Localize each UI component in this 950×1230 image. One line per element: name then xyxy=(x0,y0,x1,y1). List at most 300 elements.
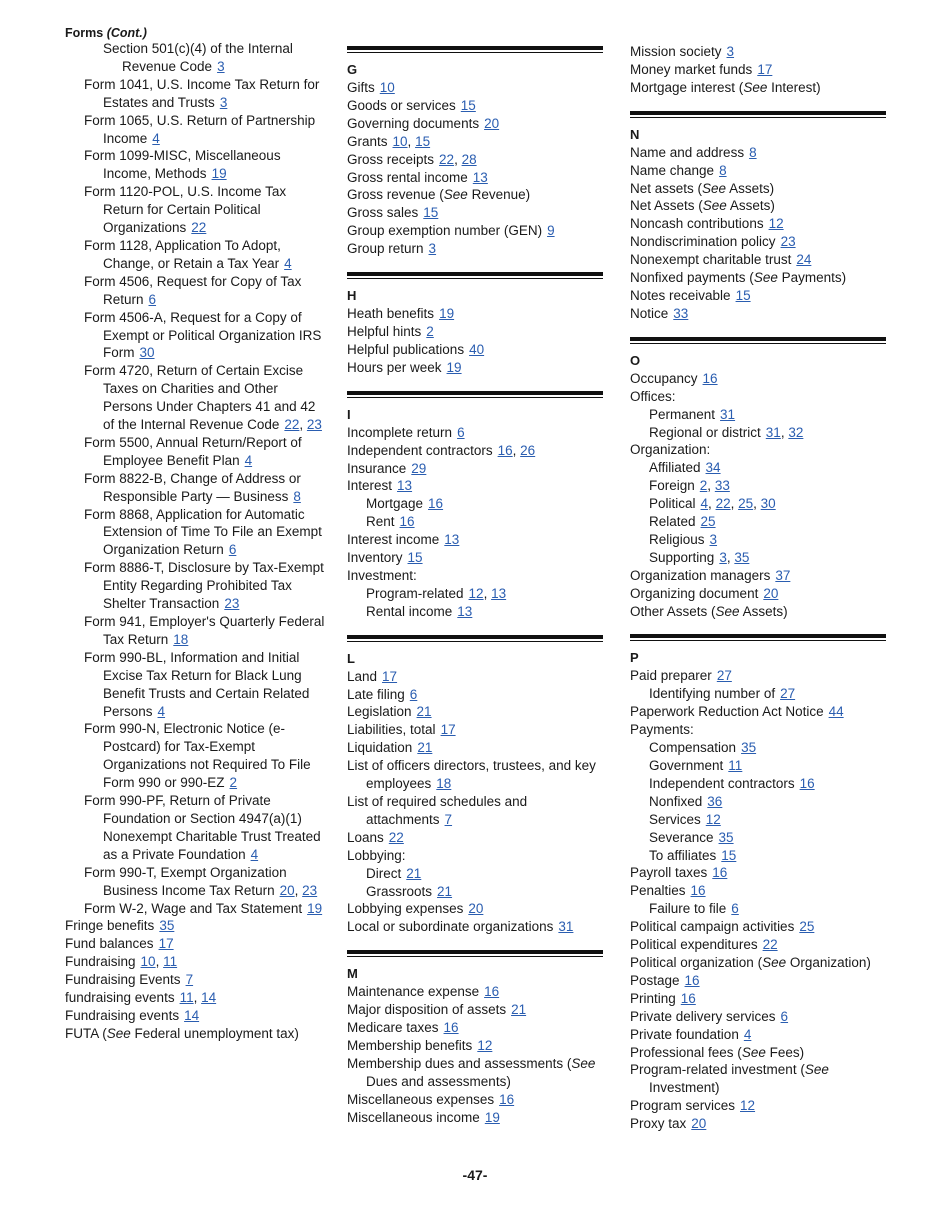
entry-term: Notes receivable xyxy=(630,287,731,303)
page-link[interactable]: 19 xyxy=(307,900,323,916)
page-link[interactable]: 20 xyxy=(691,1116,707,1132)
entry-term: Group exemption number (GEN) xyxy=(347,223,543,239)
page-link[interactable]: 20 xyxy=(484,115,500,131)
page-link[interactable]: 19 xyxy=(484,1109,500,1125)
page-link[interactable]: 3 xyxy=(709,531,718,547)
page-link[interactable]: 35 xyxy=(159,918,175,934)
entry-term: Severance xyxy=(649,829,714,845)
entry-term: Regional or district xyxy=(649,424,761,440)
entry-term: Political organization ( xyxy=(630,954,763,970)
section-divider xyxy=(347,391,603,398)
page-link[interactable]: 34 xyxy=(705,460,721,476)
entry-term: Postage xyxy=(630,972,680,988)
entry-term: Government xyxy=(649,758,724,773)
page-link[interactable]: 4 xyxy=(157,703,166,719)
page-separator: , xyxy=(780,424,789,440)
page-link[interactable]: 15 xyxy=(721,847,737,863)
entry-term: Offices: xyxy=(630,388,676,404)
index-entry xyxy=(347,305,603,323)
page-separator: , xyxy=(708,496,716,512)
page-link[interactable]: 11 xyxy=(728,758,743,773)
page-link[interactable]: 22 xyxy=(762,937,778,953)
entry-term: Gross receipts xyxy=(347,151,435,167)
index-entry xyxy=(347,793,603,829)
entry-term: Form 990-BL, Information and Initial Excise Tax Return for Black Lung Benefit Trusts and Certain Related Persons xyxy=(84,649,310,719)
page-link[interactable]: 16 xyxy=(702,370,718,386)
page-link[interactable]: 16 xyxy=(428,496,444,512)
page-link[interactable]: 13 xyxy=(457,603,473,619)
entry-term: Nonfixed xyxy=(649,793,703,809)
index-list xyxy=(630,43,886,97)
page-link[interactable]: 11 xyxy=(179,990,194,1006)
page-link[interactable]: 37 xyxy=(775,567,791,583)
page-link[interactable]: 4 xyxy=(152,130,160,146)
index-entry xyxy=(347,1037,603,1055)
see-reference: See xyxy=(715,603,740,619)
entry-term: Failure to file xyxy=(649,901,727,917)
header-cont: (Cont.) xyxy=(106,26,147,40)
index-entry xyxy=(630,477,886,495)
page-link[interactable]: 4 xyxy=(250,846,259,862)
page-separator: , xyxy=(726,549,735,565)
page-link[interactable]: 19 xyxy=(439,306,455,322)
page-link[interactable]: 22 xyxy=(715,496,731,512)
index-entry xyxy=(65,40,327,76)
see-reference: See xyxy=(106,1025,131,1041)
page-link[interactable]: 6 xyxy=(457,424,465,440)
entry-term: Interest xyxy=(347,478,393,494)
entry-term: Grassroots xyxy=(366,883,433,899)
letter-section-m xyxy=(347,950,603,1126)
index-entry xyxy=(630,406,886,424)
entry-term: Miscellaneous income xyxy=(347,1109,480,1125)
page-link[interactable]: 10 xyxy=(392,133,408,149)
entry-term: Net assets ( xyxy=(630,180,703,196)
entry-term: fundraising events xyxy=(65,990,175,1006)
page-link[interactable]: 4 xyxy=(743,1026,752,1042)
page-link[interactable]: 8 xyxy=(749,144,757,160)
page-link[interactable]: 25 xyxy=(799,919,815,935)
page-link[interactable]: 2 xyxy=(229,775,238,791)
index-entry xyxy=(65,147,327,183)
entry-term: Fringe benefits xyxy=(65,918,155,934)
index-entry xyxy=(347,240,603,258)
page-link[interactable]: 14 xyxy=(184,1007,200,1023)
page-link[interactable]: 26 xyxy=(520,442,536,458)
page-link[interactable]: 19 xyxy=(211,166,227,182)
index-entry xyxy=(65,309,327,363)
index-entry xyxy=(347,359,603,377)
index-entry xyxy=(630,603,886,621)
page-link[interactable]: 20 xyxy=(468,901,484,917)
page-link[interactable]: 20 xyxy=(279,882,295,898)
index-entry xyxy=(630,757,886,775)
entry-term: Form 990-T, Exempt Organization Business Income Tax Return xyxy=(84,864,287,898)
entry-term: Program-related xyxy=(366,585,464,601)
page-link[interactable]: 27 xyxy=(780,686,796,702)
page-link[interactable]: 40 xyxy=(469,341,485,357)
page-link[interactable]: 23 xyxy=(306,417,322,433)
entry-term: Land xyxy=(347,668,378,684)
entry-term: Form 1128, Application To Adopt, Change, or Retain a Tax Year xyxy=(84,237,281,271)
index-entry xyxy=(630,251,886,269)
page-link[interactable]: 12 xyxy=(477,1037,493,1053)
page-link[interactable]: 6 xyxy=(409,686,418,702)
page-link[interactable]: 23 xyxy=(224,596,240,612)
section-divider xyxy=(630,111,886,118)
index-entry xyxy=(630,1115,886,1133)
index-entry xyxy=(347,1109,603,1127)
page-link[interactable]: 16 xyxy=(684,972,700,988)
page-link[interactable]: 29 xyxy=(411,460,427,476)
page-link[interactable]: 25 xyxy=(700,514,716,530)
page-link[interactable]: 17 xyxy=(382,668,398,684)
index-entry xyxy=(630,793,886,811)
page-link[interactable]: 6 xyxy=(148,291,157,307)
index-entry xyxy=(630,61,886,79)
index-entry xyxy=(630,215,886,233)
page-link[interactable]: 3 xyxy=(428,241,437,257)
page-link[interactable]: 24 xyxy=(796,252,812,268)
page-link[interactable]: 35 xyxy=(734,549,750,565)
index-entry xyxy=(630,972,886,990)
entry-term: Miscellaneous expenses xyxy=(347,1091,495,1107)
page-link[interactable]: 28 xyxy=(461,151,477,167)
entry-term: FUTA ( xyxy=(65,1025,107,1041)
index-entry xyxy=(347,549,603,567)
entry-term: Noncash contributions xyxy=(630,216,764,232)
index-entry xyxy=(630,1026,886,1044)
page-link[interactable]: 16 xyxy=(443,1020,459,1036)
entry-term: Name and address xyxy=(630,144,745,160)
page-link[interactable]: 16 xyxy=(690,883,706,899)
index-entry xyxy=(630,233,886,251)
entry-term: Fund balances xyxy=(65,936,154,952)
page-link[interactable]: 17 xyxy=(757,61,773,77)
index-entry xyxy=(347,865,603,883)
page-link[interactable]: 11 xyxy=(163,954,178,970)
index-entry xyxy=(347,495,603,513)
page-link[interactable]: 6 xyxy=(228,542,237,558)
entry-term: Goods or services xyxy=(347,97,456,113)
entry-term: Other Assets ( xyxy=(630,603,716,619)
index-entry xyxy=(347,531,603,549)
page-separator: , xyxy=(454,151,462,167)
page-link[interactable]: 3 xyxy=(719,549,727,565)
page-link[interactable]: 15 xyxy=(460,97,476,113)
page-link[interactable]: 35 xyxy=(718,829,734,845)
page-link[interactable]: 31 xyxy=(765,424,781,440)
page-link[interactable]: 36 xyxy=(707,793,723,809)
index-entry xyxy=(347,918,603,936)
index-entry xyxy=(347,204,603,222)
page-link[interactable]: 16 xyxy=(799,775,815,791)
letter-section-i xyxy=(347,391,603,621)
index-entry xyxy=(630,936,886,954)
page-link[interactable]: 18 xyxy=(436,776,452,792)
page-link[interactable]: 8 xyxy=(719,162,727,178)
page-link[interactable]: 27 xyxy=(716,668,732,684)
entry-term: Organization: xyxy=(630,442,711,458)
index-entry xyxy=(65,362,327,434)
entry-term: Medicare taxes xyxy=(347,1020,439,1036)
index-entry xyxy=(630,549,886,567)
entry-term: Independent contractors xyxy=(649,775,795,791)
entry-term: Program-related investment ( xyxy=(630,1062,805,1078)
entry-term: Identifying number of xyxy=(649,686,776,702)
page-link[interactable]: 4 xyxy=(244,452,253,468)
index-entry xyxy=(65,864,327,900)
entry-term: Payroll taxes xyxy=(630,865,708,881)
index-entry xyxy=(347,1001,603,1019)
page-link[interactable]: 21 xyxy=(416,704,432,720)
page-link[interactable]: 3 xyxy=(219,94,228,110)
index-entry xyxy=(347,1055,603,1091)
page-link[interactable]: 10 xyxy=(379,80,395,95)
page-link[interactable]: 15 xyxy=(423,205,439,221)
entry-term: Form 4720, Return of Certain Excise Taxes on Charities and Other Persons Under Chapters 41 and 42 of the Internal Revenue Code xyxy=(84,363,316,433)
page-link[interactable]: 17 xyxy=(440,722,456,738)
page-link[interactable]: 21 xyxy=(406,865,422,881)
page-link[interactable]: 33 xyxy=(714,478,730,494)
entry-term: Supporting xyxy=(649,549,715,565)
index-entry xyxy=(630,1061,886,1097)
entry-term: Form 990-N, Electronic Notice (e-Postcard) for Tax-Exempt Organizations not Required To File Form 990 or 990-EZ xyxy=(84,721,311,791)
letter-section-l xyxy=(347,635,603,937)
page-link[interactable]: 13 xyxy=(491,585,507,601)
index-entry xyxy=(347,900,603,918)
index-entry xyxy=(630,495,886,513)
page-separator: , xyxy=(730,496,739,512)
page-link[interactable]: 33 xyxy=(673,305,689,321)
index-entry xyxy=(347,341,603,359)
index-entry xyxy=(347,424,603,442)
index-entry xyxy=(65,434,327,470)
page-link[interactable]: 25 xyxy=(738,496,754,512)
index-entry xyxy=(630,847,886,865)
page-link[interactable]: 21 xyxy=(417,740,433,756)
header-title: Forms xyxy=(65,26,104,40)
index-list xyxy=(65,40,327,1043)
index-entry xyxy=(630,703,886,721)
page-link[interactable]: 16 xyxy=(497,442,513,458)
page-link[interactable]: 3 xyxy=(217,58,225,74)
page-separator: , xyxy=(193,990,202,1006)
index-entry xyxy=(65,917,327,935)
entry-term: Organizing document xyxy=(630,585,759,601)
page-link[interactable]: 6 xyxy=(780,1008,789,1024)
index-entry xyxy=(630,388,886,406)
page-link[interactable]: 4 xyxy=(700,496,709,512)
page-link[interactable]: 17 xyxy=(158,936,174,952)
entry-term: List of required schedules and attachments xyxy=(347,794,528,827)
page-link[interactable]: 16 xyxy=(484,984,500,1000)
entry-term: Rent xyxy=(366,514,395,530)
entry-term: Mission society xyxy=(630,44,722,59)
page-link[interactable]: 16 xyxy=(399,514,415,530)
section-letter: O xyxy=(630,352,641,368)
index-entry xyxy=(65,613,327,649)
entry-term: Nonfixed payments ( xyxy=(630,270,754,286)
page-link[interactable]: 22 xyxy=(191,220,207,236)
page-link[interactable]: 2 xyxy=(426,323,434,339)
page-link[interactable]: 14 xyxy=(201,990,217,1006)
section-divider xyxy=(347,950,603,957)
page-link[interactable]: 32 xyxy=(788,424,804,440)
see-reference: See xyxy=(702,180,727,196)
index-entry xyxy=(630,1097,886,1115)
page-link[interactable]: 31 xyxy=(720,406,736,422)
page-link[interactable]: 18 xyxy=(173,631,189,647)
letter-section-n xyxy=(630,111,886,323)
index-entry xyxy=(347,133,603,151)
entry-term: Nonexempt charitable trust xyxy=(630,252,792,268)
section-letter: G xyxy=(347,62,358,77)
page-link[interactable]: 22 xyxy=(439,151,455,167)
page-link[interactable]: 23 xyxy=(780,234,796,250)
entry-term: Form 1065, U.S. Return of Partnership Income xyxy=(84,112,316,146)
page-link[interactable]: 16 xyxy=(680,990,696,1006)
see-reference: See xyxy=(753,270,778,286)
page-link[interactable]: 13 xyxy=(444,532,460,548)
page-link[interactable]: 20 xyxy=(763,585,779,601)
index-entry xyxy=(630,829,886,847)
page-link[interactable]: 4 xyxy=(284,255,292,271)
page-link[interactable]: 19 xyxy=(446,359,462,375)
entry-term: Membership benefits xyxy=(347,1037,473,1053)
page-link[interactable]: 31 xyxy=(558,919,574,935)
page-link[interactable]: 8 xyxy=(293,488,301,504)
entry-term: Mortgage xyxy=(366,496,424,512)
page-link[interactable]: 12 xyxy=(768,216,784,232)
entry-term: Net Assets ( xyxy=(630,198,703,214)
page-separator: , xyxy=(299,417,307,433)
entry-term: Grants xyxy=(347,133,388,149)
page-link[interactable]: 6 xyxy=(731,901,739,917)
entry-term: Lobbying expenses xyxy=(347,901,464,917)
index-entry xyxy=(65,183,327,237)
page-link[interactable]: 16 xyxy=(499,1091,515,1107)
page-link[interactable]: 16 xyxy=(712,865,728,881)
entry-term: Interest income xyxy=(347,532,440,548)
page-link[interactable]: 30 xyxy=(139,345,155,361)
index-entry xyxy=(347,97,603,115)
index-entry xyxy=(347,603,603,621)
entry-term: Investment: xyxy=(347,567,417,583)
page-link[interactable]: 30 xyxy=(760,496,776,512)
see-target: Dues and assessments) xyxy=(366,1073,511,1089)
index-entry xyxy=(630,775,886,793)
page-link[interactable]: 7 xyxy=(185,972,194,988)
page-link[interactable]: 15 xyxy=(735,287,751,303)
entry-term: Name change xyxy=(630,162,715,178)
entry-term: To affiliates xyxy=(649,847,717,863)
page-link[interactable]: 22 xyxy=(284,417,300,433)
page-separator: , xyxy=(512,442,521,458)
page-link[interactable]: 21 xyxy=(511,1002,527,1018)
page-link[interactable]: 12 xyxy=(740,1098,756,1114)
index-entry xyxy=(630,864,886,882)
spacer xyxy=(630,97,886,111)
index-entry xyxy=(347,323,603,341)
entry-term: Mortgage interest ( xyxy=(630,79,744,95)
page-link[interactable]: 12 xyxy=(468,585,484,601)
entry-term: Occupancy xyxy=(630,370,698,386)
entry-term: Political campaign activities xyxy=(630,919,795,935)
entry-term: Form 941, Employer's Quarterly Federal Tax Return xyxy=(84,614,325,647)
page-link[interactable]: 9 xyxy=(547,223,555,239)
page-link[interactable]: 35 xyxy=(741,740,757,756)
see-reference: See xyxy=(702,198,727,214)
index-entry xyxy=(630,144,886,162)
entry-term: Form 1041, U.S. Income Tax Return for Estates and Trusts xyxy=(84,76,320,110)
letter-section-p xyxy=(630,634,886,1133)
index-entry xyxy=(630,424,886,442)
entry-term: Political expenditures xyxy=(630,937,758,953)
entry-term: Liabilities, total xyxy=(347,722,436,738)
entry-term: Major disposition of assets xyxy=(347,1002,507,1018)
index-entry xyxy=(65,112,327,148)
entry-term: Form W-2, Wage and Tax Statement xyxy=(84,900,303,916)
entry-term: Form 990-PF, Return of Private Foundation or Section 4947(a)(1) Nonexempt Charitable Trust Treated as a Private Foundation xyxy=(84,793,321,862)
page-link[interactable]: 12 xyxy=(705,811,721,827)
page-link[interactable]: 21 xyxy=(437,883,453,899)
section-divider xyxy=(347,635,603,642)
entry-term: Form 1120-POL, U.S. Income Tax Return for Certain Political Organizations xyxy=(84,184,287,236)
section-divider xyxy=(630,634,886,641)
page-link[interactable]: 13 xyxy=(472,169,488,185)
page-link[interactable]: 13 xyxy=(397,478,413,494)
entry-term: Fundraising Events xyxy=(65,972,181,988)
page-link[interactable]: 44 xyxy=(828,704,844,720)
entry-term: Organization managers xyxy=(630,567,771,583)
index-entry xyxy=(630,269,886,287)
page-link[interactable]: 7 xyxy=(444,811,453,827)
entry-term: Notice xyxy=(630,305,669,321)
entry-term: Form 5500, Annual Return/Report of Employee Benefit Plan xyxy=(84,434,302,468)
section-letter: N xyxy=(630,126,640,142)
page-link[interactable]: 23 xyxy=(302,882,318,898)
entry-term: Helpful publications xyxy=(347,341,465,357)
see-target: Federal unemployment tax) xyxy=(130,1025,299,1041)
see-target: Organization) xyxy=(786,954,871,970)
entry-term: Incomplete return xyxy=(347,424,453,440)
entry-term: Hours per week xyxy=(347,359,442,375)
entry-term: Legislation xyxy=(347,704,412,720)
index-entry xyxy=(65,971,327,989)
section-letter: L xyxy=(347,650,355,666)
page-link[interactable]: 22 xyxy=(388,829,404,845)
entry-term: Heath benefits xyxy=(347,306,435,322)
index-column-2 xyxy=(347,46,603,1141)
index-entry xyxy=(347,460,603,478)
index-entry xyxy=(65,989,327,1007)
page-link[interactable]: 15 xyxy=(407,550,423,566)
entry-term: List of officers directors, trustees, and key employees xyxy=(347,758,596,792)
entry-term: Independent contractors xyxy=(347,442,493,458)
page-link[interactable]: 3 xyxy=(726,44,735,59)
page-link[interactable]: 2 xyxy=(699,478,708,494)
index-entry xyxy=(347,703,603,721)
entry-term: Proxy tax xyxy=(630,1116,687,1132)
letter-section-o xyxy=(630,337,886,621)
page-link[interactable]: 10 xyxy=(140,954,156,970)
continued-header xyxy=(65,26,327,40)
index-entry xyxy=(65,953,327,971)
index-entry xyxy=(347,1019,603,1037)
entry-term: Gross rental income xyxy=(347,169,468,185)
page-link[interactable]: 15 xyxy=(415,133,431,149)
